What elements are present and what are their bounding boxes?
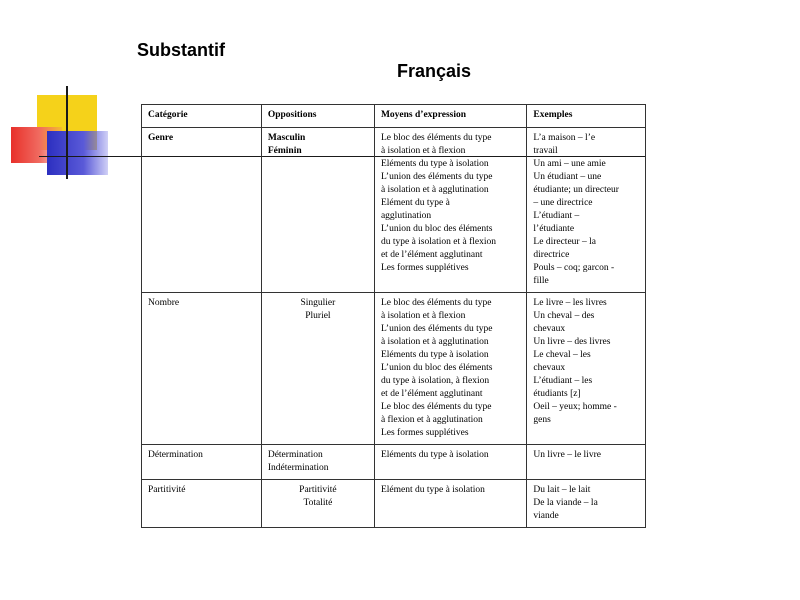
means-line: à isolation et à flexion: [380, 146, 466, 156]
table-row: [142, 293, 646, 445]
means-line: Le bloc des éléments du type: [380, 133, 492, 143]
table-row: [142, 445, 646, 480]
example-line: L’étudiant –: [533, 211, 580, 221]
opposition-item: Masculin: [267, 133, 306, 143]
example-line: étudiante; un directeur: [533, 185, 619, 195]
opposition-item: Féminin: [267, 146, 302, 156]
means-line: L’union des éléments du type: [380, 172, 493, 182]
means-line: Eléments du type à isolation: [380, 350, 489, 360]
row-examples: [527, 445, 646, 480]
decor-blue-square: [47, 131, 108, 175]
row-means: [374, 480, 526, 528]
row-category: Genre: [142, 128, 262, 293]
row-oppositions: [261, 128, 374, 293]
means-line: Elément du type à isolation: [380, 485, 485, 495]
example-line: De la viande – la: [533, 498, 598, 508]
row-oppositions: [261, 445, 374, 480]
example-line: chevaux: [533, 363, 566, 373]
opposition-item: Indétermination: [267, 463, 329, 473]
example-line: Le cheval – les: [533, 350, 591, 360]
example-line: Un livre – des livres: [533, 337, 611, 347]
example-line: L’étudiant – les: [533, 376, 593, 386]
example-line: Un cheval – des: [533, 311, 595, 321]
example-line: gens: [533, 415, 551, 425]
means-line: et de l’élément agglutinant: [380, 250, 483, 260]
means-line: Le bloc des éléments du type: [380, 298, 492, 308]
example-line: – une directrice: [533, 198, 593, 208]
header-means: Moyens d’expression: [374, 105, 526, 128]
example-line: Pouls – coq; garcon -: [533, 263, 615, 273]
table-header-row: [142, 105, 646, 128]
example-line: travail: [533, 146, 558, 156]
example-line: Le livre – les livres: [533, 298, 607, 308]
table-row: [142, 128, 646, 293]
row-means: [374, 445, 526, 480]
example-line: Un étudiant – une: [533, 172, 602, 182]
means-line: à isolation et à flexion: [380, 311, 466, 321]
means-line: du type à isolation, à flexion: [380, 376, 490, 386]
means-line: Les formes supplétives: [380, 428, 469, 438]
decor-vertical-line: [66, 86, 68, 179]
means-line: à isolation et à agglutination: [380, 337, 489, 347]
means-line: Eléments du type à isolation: [380, 159, 489, 169]
means-line: L’union du bloc des éléments: [380, 224, 493, 234]
means-line: à isolation et à agglutination: [380, 185, 489, 195]
example-line: étudiants [z]: [533, 389, 581, 399]
opposition-item: Singulier: [300, 298, 336, 308]
slide-subtitle: Français: [397, 61, 472, 81]
example-line: Le directeur – la: [533, 237, 596, 247]
slide-title: Substantif: [137, 40, 225, 60]
opposition-item: Totalité: [303, 498, 333, 508]
row-category: Partitivité: [142, 480, 262, 528]
means-line: L’union du bloc des éléments: [380, 363, 493, 373]
means-line: du type à isolation et à flexion: [380, 237, 496, 247]
example-line: Du lait – le lait: [533, 485, 591, 495]
row-means: [374, 128, 526, 293]
opposition-item: Pluriel: [305, 311, 331, 321]
example-line: Un livre – le livre: [533, 450, 601, 460]
grammar-table: [141, 104, 646, 528]
header-oppositions: Oppositions: [261, 105, 374, 128]
example-line: Oeil – yeux; homme -: [533, 402, 617, 412]
means-line: agglutination: [380, 211, 432, 221]
header-examples: Exemples: [527, 105, 646, 128]
example-line: l’étudiante: [533, 224, 575, 234]
means-line: Le bloc des éléments du type: [380, 402, 492, 412]
row-examples: [527, 128, 646, 293]
example-line: directrice: [533, 250, 570, 260]
row-category: Détermination: [142, 445, 262, 480]
means-line: à flexion et à agglutination: [380, 415, 483, 425]
means-line: Elément du type à: [380, 198, 450, 208]
opposition-item: Partitivité: [299, 485, 337, 495]
example-line: chevaux: [533, 324, 566, 334]
means-line: et de l’élément agglutinant: [380, 389, 483, 399]
header-category: Catégorie: [142, 105, 262, 128]
table-row: [142, 480, 646, 528]
row-oppositions: [261, 293, 374, 445]
row-examples: [527, 293, 646, 445]
means-line: L’union des éléments du type: [380, 324, 493, 334]
row-examples: [527, 480, 646, 528]
means-line: Eléments du type à isolation: [380, 450, 489, 460]
row-means: [374, 293, 526, 445]
opposition-item: Détermination: [267, 450, 323, 460]
example-line: L’a maison – l’e: [533, 133, 596, 143]
means-line: Les formes supplétives: [380, 263, 469, 273]
example-line: Un ami – une amie: [533, 159, 606, 169]
row-category: Nombre: [142, 293, 262, 445]
example-line: fille: [533, 276, 549, 286]
row-oppositions: [261, 480, 374, 528]
example-line: viande: [533, 511, 559, 521]
